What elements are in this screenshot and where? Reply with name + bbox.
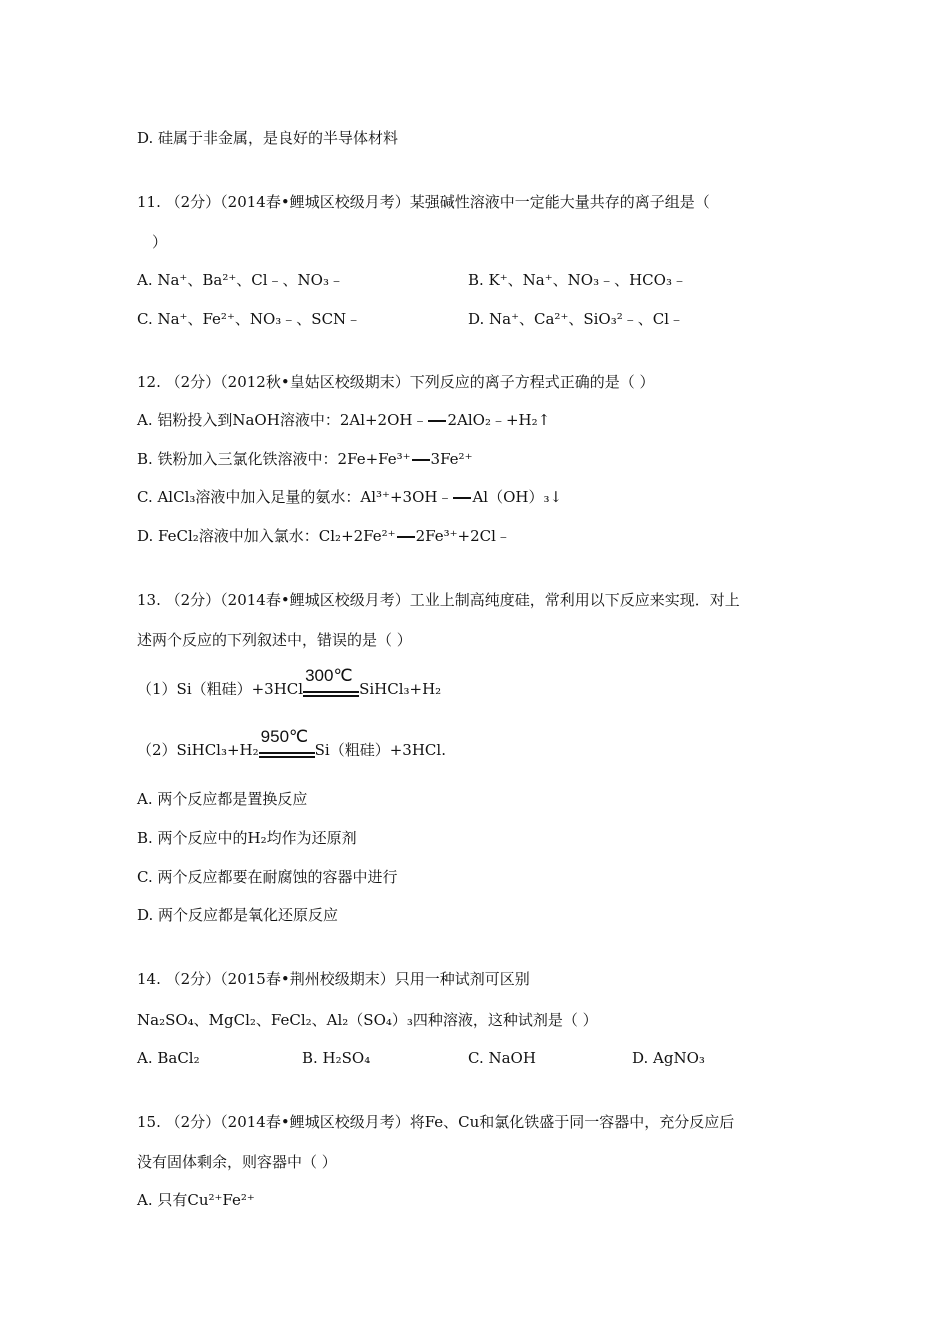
q12-stem: 12. （2分）（2012秋•皇姑区校级期末）下列反应的离子方程式正确的是（ ） [137,373,655,391]
q10-option-d: D. 硅属于非金属，是良好的半导体材料 [137,129,399,147]
equals-bar [453,497,471,499]
r1-right: SiHCl₃+H₂ [359,680,442,698]
q13-option-c: C. 两个反应都要在耐腐蚀的容器中进行 [137,868,398,886]
q11-stem-end: ） [152,233,168,251]
q12-option-b [137,449,473,469]
equals-bar [428,420,446,422]
reaction-arrow [259,727,315,761]
q15-stem-line1: 15. （2分）（2014春•鲤城区校级月考）将Fe、Cu和氯化铁盛于同一容器中，充分反应后 [137,1113,735,1131]
q11-option-b: B. K⁺、Na⁺、NO₃﹣、HCO₃﹣ [468,271,687,289]
q14-option-b: B. H₂SO₄ [302,1049,371,1067]
q12-option-d [137,526,511,546]
r1-left: （1）Si（粗硅）+3HCl [137,680,304,698]
q14-option-a: A. BaCl₂ [137,1049,200,1067]
q14-stem-line2: Na₂SO₄、MgCl₂、FeCl₂、Al₂（SO₄）₃四种溶液，这种试剂是（ ） [137,1011,598,1029]
q12-d-right: 2Fe³⁺+2Cl﹣ [415,527,511,545]
r2-condition: 950℃ [260,727,309,746]
r2-right: Si（粗硅）+3HCl. [314,741,446,759]
r2-left: （2）SiHCl₃+H₂ [137,741,259,759]
q11-stem: 11. （2分）（2014春•鲤城区校级月考）某强碱性溶液中一定能大量共存的离子组是（ [137,193,710,211]
q12-a-left: A. 铝粉投入到NaOH溶液中：2Al+2OH﹣ [137,411,428,429]
q15-option-a: A. 只有Cu²⁺Fe²⁺ [137,1191,255,1209]
q12-b-left: B. 铁粉加入三氯化铁溶液中：2Fe+Fe³⁺ [137,450,411,468]
q12-c-right: Al（OH）₃↓ [472,488,563,506]
r1-condition: 300℃ [305,666,353,685]
q13-option-a: A. 两个反应都是置换反应 [137,790,308,808]
q13-reaction-2 [137,727,446,761]
q14-option-c: C. NaOH [468,1049,536,1067]
q11-option-d: D. Na⁺、Ca²⁺、SiO₃²﹣、Cl﹣ [468,310,685,328]
reaction-arrow [303,666,359,700]
equals-bar [397,536,415,538]
equals-bar [412,459,430,461]
q13-option-b: B. 两个反应中的H₂均作为还原剂 [137,829,357,847]
q12-option-c [137,487,562,507]
q13-reaction-1 [137,666,442,700]
q11-option-a: A. Na⁺、Ba²⁺、Cl﹣、NO₃﹣ [137,271,344,289]
q14-stem-line1: 14. （2分）（2015春•荆州校级期末）只用一种试剂可区别 [137,970,530,988]
q15-stem-line2: 没有固体剩余，则容器中（ ） [137,1153,337,1171]
q13-stem-line2: 述两个反应的下列叙述中，错误的是（ ） [137,631,412,649]
q13-option-d: D. 两个反应都是氧化还原反应 [137,906,339,924]
q12-option-a [137,410,550,430]
q12-a-right: 2AlO₂﹣+H₂↑ [447,411,551,429]
q12-d-left: D. FeCl₂溶液中加入氯水：Cl₂+2Fe²⁺ [137,527,396,545]
q13-stem-line1: 13. （2分）（2014春•鲤城区校级月考）工业上制高纯度硅，常利用以下反应来实现．对上 [137,591,740,609]
q12-c-left: C. AlCl₃溶液中加入足量的氨水：Al³⁺+3OH﹣ [137,488,453,506]
q14-option-d: D. AgNO₃ [632,1049,705,1067]
q12-b-right: 3Fe²⁺ [430,450,473,468]
q11-option-c: C. Na⁺、Fe²⁺、NO₃﹣、SCN﹣ [137,310,362,328]
